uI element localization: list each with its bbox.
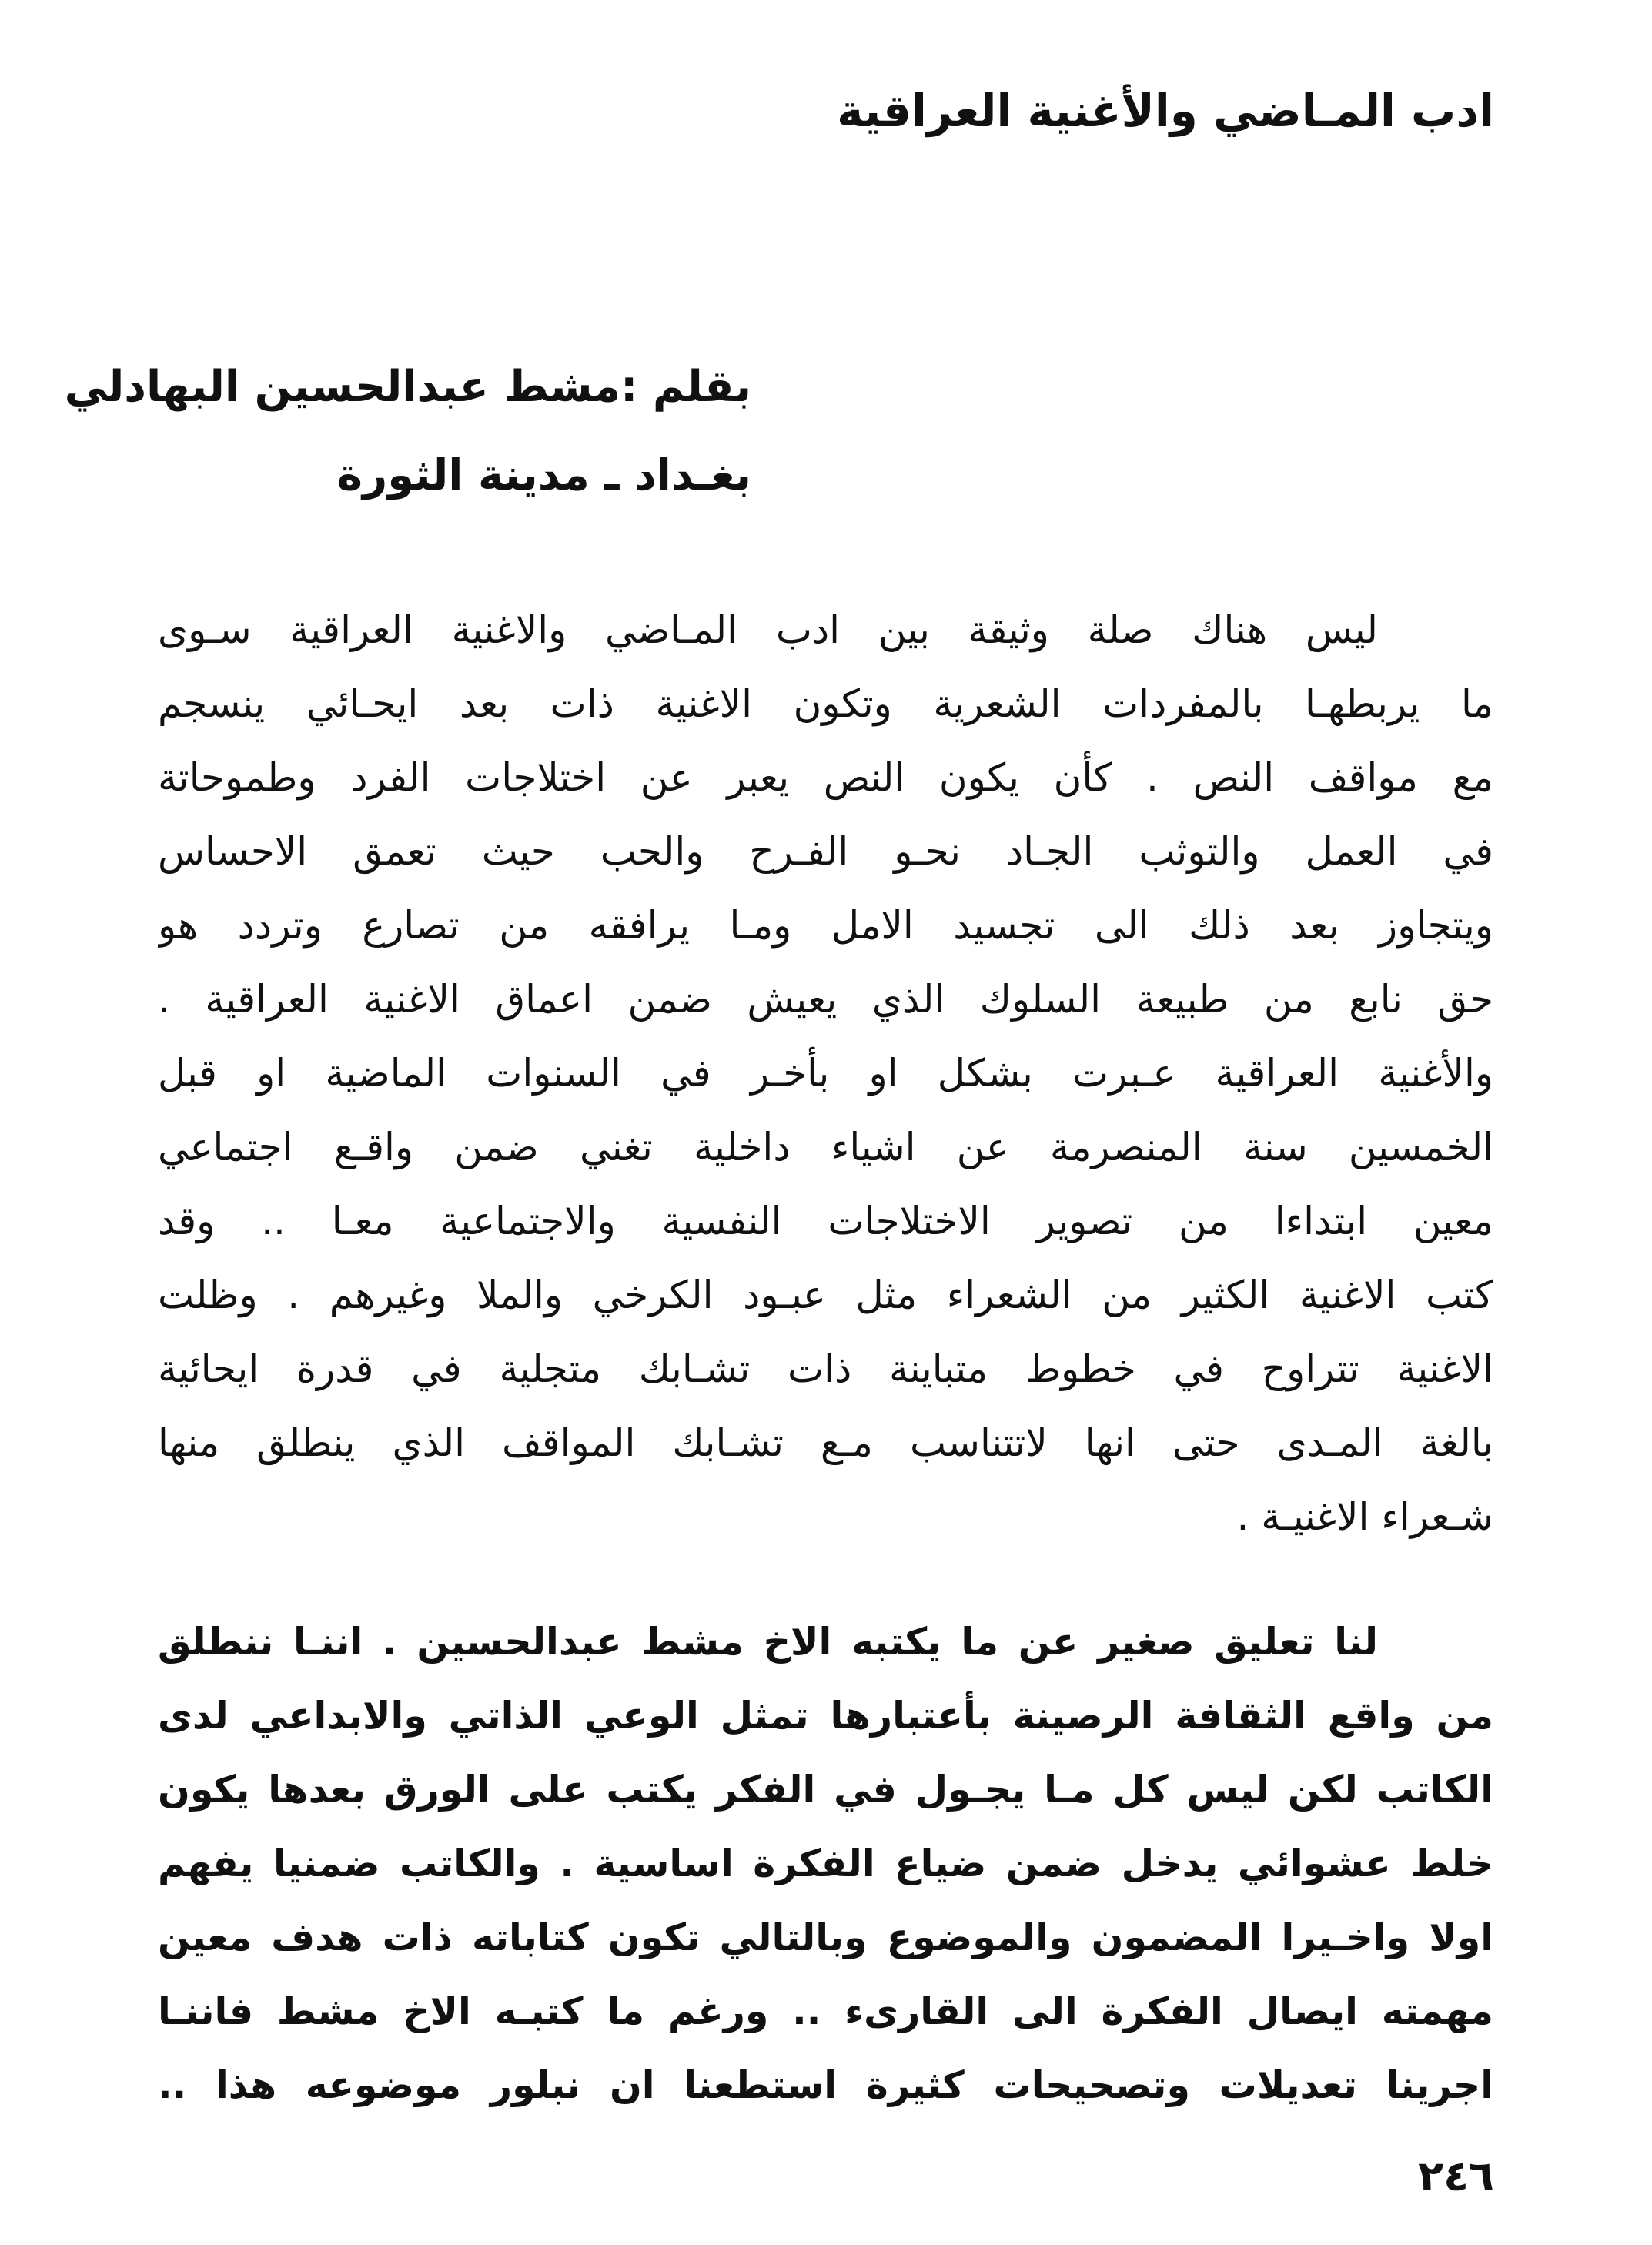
article-line: ما يربطهـا بالمفردات الشعرية وتكون الاغنية ذات بعد ايحـائي ينسجم [158,681,1493,726]
article-line: كتب الاغنية الكثير من الشعراء مثل عبـود الكرخي والملا وغيرهم . وظلت [158,1273,1493,1317]
article-line: بالغة المـدى حتى انها لاتتناسب مـع تشـابك المواقف الذي ينطلق منها [158,1420,1493,1465]
article-line: ليس هناك صلة وثيقة بين ادب المـاضي والاغنية العراقية سـوى [158,607,1378,652]
running-header-title: ادب المـاضي والأغنية العراقية [837,85,1494,137]
page-number: ٢٤٦ [1418,2152,1494,2200]
article-line: حق نابع من طبيعة السلوك الذي يعيش ضمن اعماق الاغنية العراقية . [158,977,1493,1022]
editor-note-line: لنا تعليق صغير عن ما يكتبه الاخ مشط عبدالحسين . اننـا ننطلق [158,1620,1378,1664]
article-line: مع مواقف النص . كأن يكون النص يعبر عن اختلاجات الفرد وطموحاتة [158,755,1493,800]
editor-note-paragraph [158,1605,1493,2123]
article-line: والأغنية العراقية عـبرت بشكل او بأخـر في السنوات الماضية او قبل [158,1051,1493,1096]
editor-note-line: من واقع الثقافة الرصينة بأعتبارها تمثل الوعي الذاتي والابداعي لدى [158,1694,1493,1738]
article-paragraph [158,593,1493,1554]
article-line: ويتجاوز بعد ذلك الى تجسيد الامل ومـا يرافقه من تصارع وتردد هو [158,903,1493,948]
editor-note-line: الكاتب لكن ليس كل مـا يجـول في الفكر يكتب على الورق بعدها يكون [158,1768,1493,1812]
author-location: بغـداد ـ مدينة الثورة [336,450,751,500]
article-line: الاغنية تتراوح في خطوط متباينة ذات تشـابك متجلية في قدرة ايحائية [158,1347,1493,1391]
article-line: في العمل والتوثب الجـاد نحـو الفـرح والحب حيث تعمق الاحساس [158,829,1493,874]
editor-note-line: اجرينا تعديلات وتصحيحات كثيرة استطعنا ان نبلور موضوعه هذا .. [158,2063,1493,2107]
editor-note-line: خلط عشوائي يدخل ضمن ضياع الفكرة اساسية . والكاتب ضمنيا يفهم [158,1842,1493,1885]
article-line: الخمسين سنة المنصرمة عن اشياء داخلية تغني ضمن واقـع اجتماعي [158,1125,1493,1169]
article-line: شـعراء الاغنيـة . [1236,1494,1493,1539]
editor-note-line: مهمته ايصال الفكرة الى القارىء .. ورغم ما كتبـه الاخ مشط فاننـا [158,1989,1493,2033]
article-line: معين ابتداءا من تصوير الاختلاجات النفسية والاجتماعية معـا .. وقد [158,1199,1493,1243]
author-byline: بقلم :مشط عبدالحسين البهادلي [64,362,751,412]
editor-note-line: اولا واخـيرا المضمون والموضوع وبالتالي تكون كتاباته ذات هدف معين [158,1915,1493,1959]
